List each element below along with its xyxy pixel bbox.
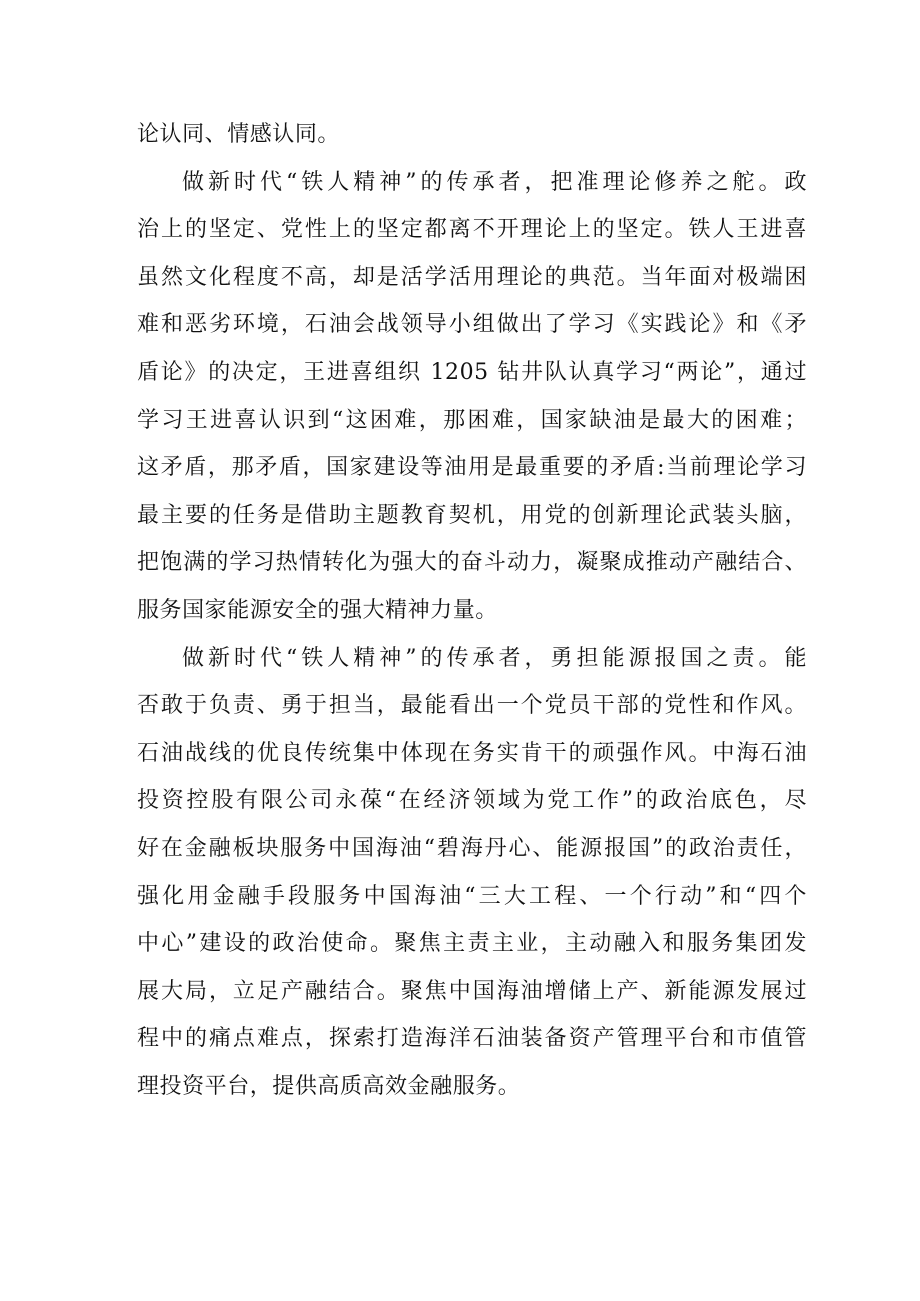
paragraph-1-line-7: 最主要的任务是借助主题教育契机，用党的创新理论武装头脑， xyxy=(137,502,807,528)
paragraph-2-line-4: 好在金融板块服务中国海油“碧海丹心、能源报国”的政治责任， xyxy=(137,835,807,861)
document-body xyxy=(137,111,807,1110)
paragraph-1-line-9: 服务国家能源安全的强大精神力量。 xyxy=(137,597,498,623)
paragraph-1-line-5: 学习王进喜认识到“这困难，那困难，国家缺油是最大的困难； xyxy=(137,407,807,433)
paragraph-2-line-8: 程中的痛点难点，探索打造海洋石油装备资产管理平台和市值管 xyxy=(137,1026,807,1052)
paragraph-1-line-3: 难和恶劣环境，石油会战领导小组做出了学习《实践论》和《矛 xyxy=(137,312,807,338)
paragraph-2-line-9: 理投资平台，提供高质高效金融服务。 xyxy=(137,1073,521,1099)
paragraph-2-line-0: 做新时代“铁人精神”的传承者，勇担能源报国之责。能 xyxy=(182,645,807,671)
paragraph-1-line-8: 把饱满的学习热情转化为强大的奋斗动力，凝聚成推动产融结合、 xyxy=(137,550,807,576)
paragraph-2-line-6: 中心”建设的政治使命。聚焦主责主业，主动融入和服务集团发 xyxy=(137,931,807,957)
paragraph-2-line-3: 投资控股有限公司永葆“在经济领域为党工作”的政治底色，尽 xyxy=(137,788,807,814)
paragraph-2-line-1: 否敢于负责、勇于担当，最能看出一个党员干部的党性和作风。 xyxy=(137,693,807,719)
paragraph-1-line-6: 这矛盾，那矛盾，国家建设等油用是最重要的矛盾:当前理论学习 xyxy=(137,455,807,481)
paragraph-2-line-5: 强化用金融手段服务中国海油“三大工程、一个行动”和“四个 xyxy=(137,883,807,909)
paragraph-1-line-1: 治上的坚定、党性上的坚定都离不开理论上的坚定。铁人王进喜 xyxy=(137,217,807,243)
paragraph-0-line-0: 论认同、情感认同。 xyxy=(137,122,340,147)
paragraph-1-line-4: 盾论》的决定，王进喜组织 1205 钻井队认真学习“两论”，通过 xyxy=(137,359,807,385)
paragraph-2-line-7: 展大局，立足产融结合。聚焦中国海油增储上产、新能源发展过 xyxy=(137,978,807,1004)
paragraph-2-line-2: 石油战线的优良传统集中体现在务实肯干的顽强作风。中海石油 xyxy=(137,740,807,766)
paragraph-1-line-0: 做新时代“铁人精神”的传承者，把准理论修养之舵。政 xyxy=(182,169,807,195)
paragraph-1-line-2: 虽然文化程度不高，却是活学活用理论的典范。当年面对极端困 xyxy=(137,264,807,290)
